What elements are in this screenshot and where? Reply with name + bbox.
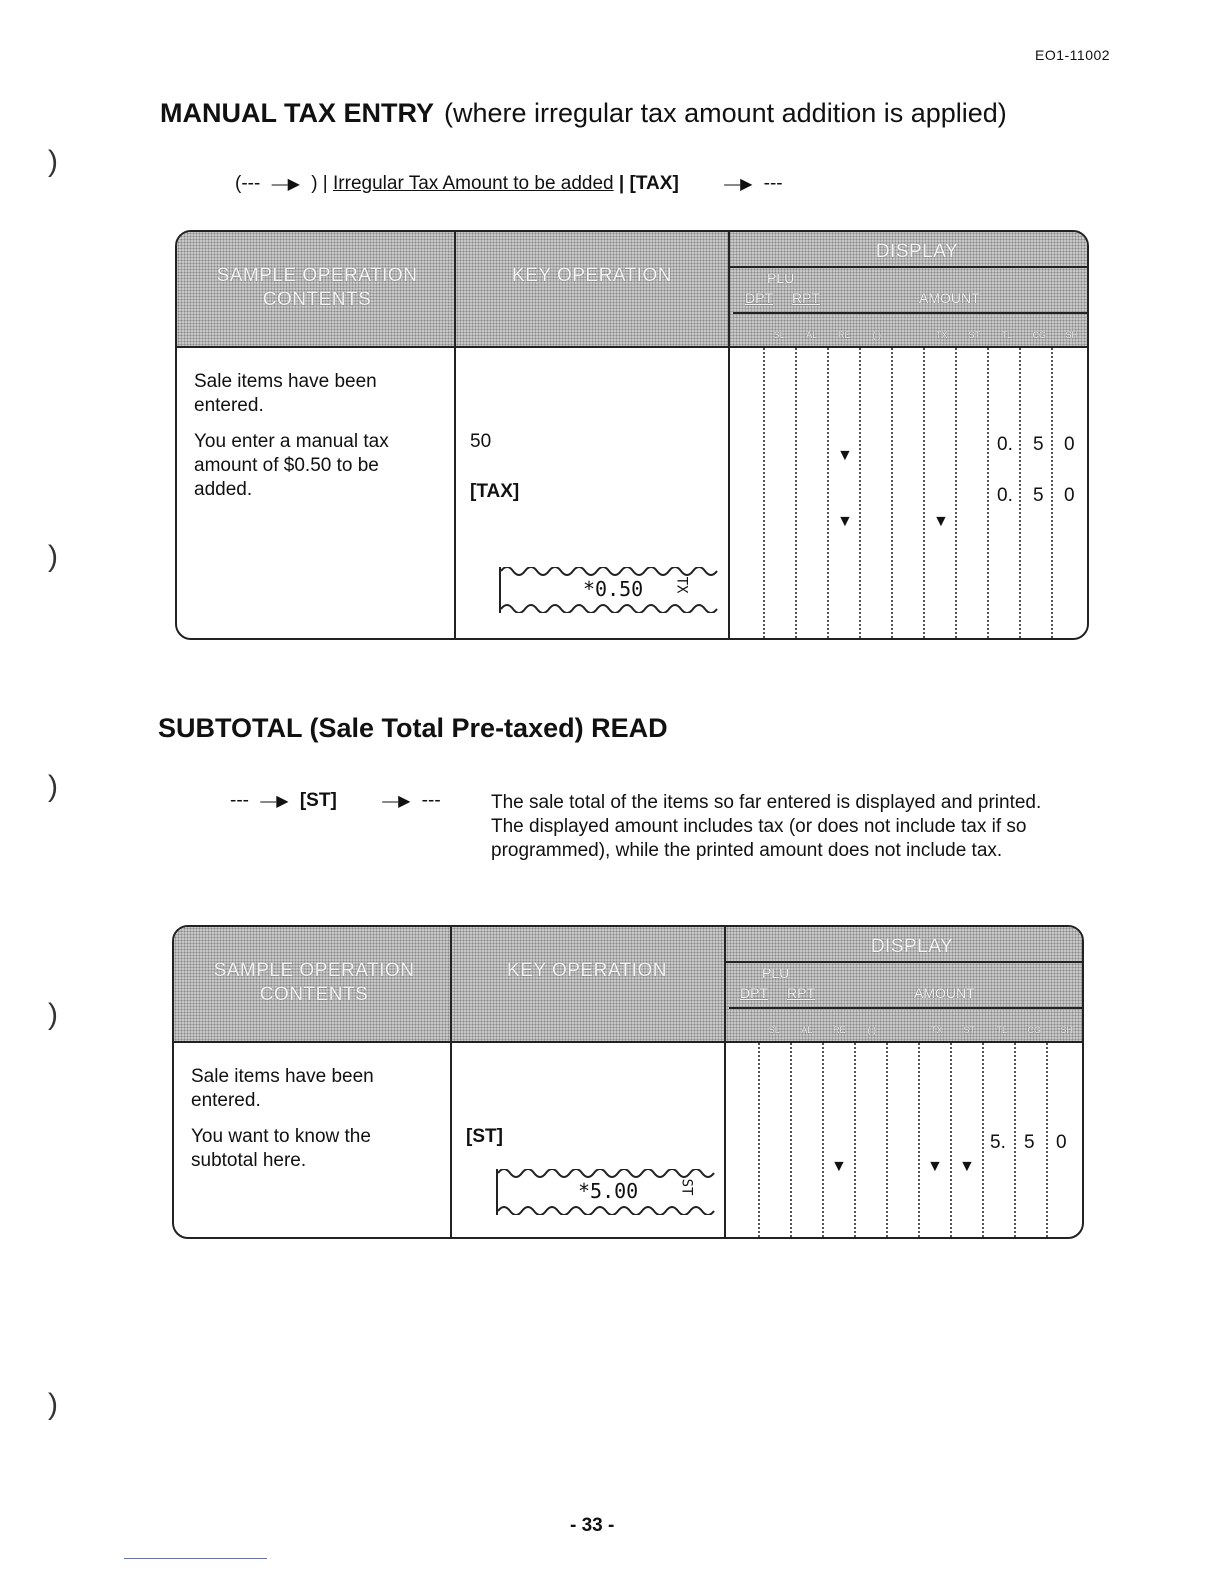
dotted-column xyxy=(987,348,989,638)
arrow-right-icon: —▶ xyxy=(260,793,289,810)
text-line: You want to know the xyxy=(191,1126,371,1147)
dotted-column xyxy=(955,348,957,638)
header-sample-operation xyxy=(197,264,437,312)
text-line: entered. xyxy=(194,395,264,416)
text-line: Sale items have been xyxy=(191,1066,374,1087)
document-id: EO1-11002 xyxy=(1035,47,1111,63)
dotted-column xyxy=(891,348,893,638)
display-digit: 0 xyxy=(1056,1132,1067,1153)
binding-mark: ) xyxy=(48,998,58,1031)
section2-title: SUBTOTAL (Sale Total Pre-taxed) READ xyxy=(158,713,668,743)
page-number: - 33 - xyxy=(570,1515,615,1536)
column-divider xyxy=(454,232,456,638)
text-line: subtotal here. xyxy=(191,1150,307,1171)
triangle-marker-icon: ▼ xyxy=(837,513,853,530)
receipt-slip xyxy=(496,1169,723,1215)
flow-tax-key: [TAX] xyxy=(629,173,679,194)
display-digit: 5. xyxy=(990,1132,1006,1153)
dotted-column xyxy=(1051,348,1053,638)
amount-label: AMOUNT xyxy=(914,985,975,1001)
arrow-right-icon: —▶ xyxy=(724,176,753,193)
dotted-column xyxy=(763,348,765,638)
arrow-right-icon: —▶ xyxy=(382,793,411,810)
legend-sh: SH xyxy=(1060,1025,1073,1035)
legend-re: RE xyxy=(837,330,851,340)
text-line: added. xyxy=(194,479,253,500)
flow-prefix: (--- xyxy=(235,173,261,194)
dotted-column xyxy=(982,1043,984,1237)
dotted-column xyxy=(859,348,861,638)
binding-mark: ) xyxy=(48,1388,58,1421)
dotted-column xyxy=(795,348,797,638)
receipt-symbol: ST xyxy=(678,1178,695,1196)
header-display: DISPLAY xyxy=(875,241,959,262)
dotted-column xyxy=(886,1043,888,1237)
legend-al: AL xyxy=(801,1025,813,1035)
dotted-column xyxy=(918,1043,920,1237)
receipt-amount: *0.50 xyxy=(583,577,644,601)
display-digit: 0 xyxy=(1064,434,1075,455)
binding-mark: ) xyxy=(48,770,58,803)
arrow-right-icon: —▶ xyxy=(271,176,300,193)
header-key-operation: KEY OPERATION xyxy=(507,960,667,981)
dpt-label: DPT xyxy=(740,985,768,1001)
row-sale-entered xyxy=(191,1065,441,1113)
legend-cg: CG xyxy=(1032,330,1046,340)
footer-rule xyxy=(124,1558,267,1559)
plu-label: PLU xyxy=(767,270,795,286)
key-50: 50 xyxy=(470,431,492,452)
flow-bar: | xyxy=(618,173,625,194)
dotted-column xyxy=(790,1043,792,1237)
dotted-column xyxy=(950,1043,952,1237)
header-line: SAMPLE OPERATION xyxy=(216,265,418,286)
rpt-label: RPT xyxy=(787,985,815,1001)
receipt-slip xyxy=(499,567,726,613)
triangle-marker-icon: ▼ xyxy=(927,1158,943,1175)
triangle-marker-icon: ▼ xyxy=(837,447,853,464)
display-digit: 5 xyxy=(1024,1132,1035,1153)
text-line: You enter a manual tax xyxy=(194,431,389,452)
legend-sh: SH xyxy=(1065,330,1078,340)
section1-subtitle: (where irregular tax amount addition is applied) xyxy=(444,98,1007,128)
flow-paren: ) xyxy=(311,173,318,194)
dotted-column xyxy=(923,348,925,638)
legend-st: ST xyxy=(963,1025,975,1035)
key-st: [ST] xyxy=(466,1126,503,1147)
binding-mark: ) xyxy=(48,540,58,573)
flow-prefix: --- xyxy=(230,790,249,811)
display-legend xyxy=(758,1025,1083,1035)
subtotal-table xyxy=(172,925,1084,1239)
text-line: Sale items have been xyxy=(194,371,377,392)
legend-paren: ( ) xyxy=(867,1025,876,1035)
header-display: DISPLAY xyxy=(870,936,954,957)
receipt-symbol: TX xyxy=(673,576,690,594)
legend-al: AL xyxy=(806,330,818,340)
display-digit: 5 xyxy=(1033,485,1044,506)
row-manual-tax xyxy=(194,430,444,502)
header-sample-operation xyxy=(194,959,434,1007)
legend-tl: TL xyxy=(1001,330,1012,340)
dotted-column xyxy=(758,1043,760,1237)
dotted-column xyxy=(1019,348,1021,638)
dotted-column xyxy=(1046,1043,1048,1237)
header-line: CONTENTS xyxy=(262,289,372,310)
header-line: CONTENTS xyxy=(259,984,369,1005)
legend-sl: SL xyxy=(773,330,785,340)
row-subtotal xyxy=(191,1125,441,1173)
legend-cg: CG xyxy=(1027,1025,1041,1035)
amount-label: AMOUNT xyxy=(919,290,980,306)
triangle-marker-icon: ▼ xyxy=(933,513,949,530)
header-key-operation: KEY OPERATION xyxy=(512,265,672,286)
text-line: entered. xyxy=(191,1090,261,1111)
flow-suffix: --- xyxy=(421,790,441,811)
column-divider xyxy=(724,927,726,1237)
dotted-column xyxy=(827,348,829,638)
legend-tx: TX xyxy=(930,1025,943,1035)
legend-st: ST xyxy=(968,330,980,340)
display-divider xyxy=(733,312,1087,314)
display-digit: 5 xyxy=(1033,434,1044,455)
key-tax: [TAX] xyxy=(470,481,520,502)
legend-sl: SL xyxy=(768,1025,780,1035)
display-digit: 0 xyxy=(1064,485,1075,506)
plu-label: PLU xyxy=(762,965,790,981)
manual-tax-table xyxy=(175,230,1089,640)
receipt-amount: *5.00 xyxy=(578,1179,639,1203)
column-divider xyxy=(728,232,730,638)
legend-tl: TL xyxy=(996,1025,1007,1035)
section1-flow xyxy=(235,173,783,195)
flow-tax-amount: Irregular Tax Amount to be added xyxy=(333,173,614,194)
legend-tx: TX xyxy=(935,330,948,340)
display-digit: 0. xyxy=(997,434,1013,455)
triangle-marker-icon: ▼ xyxy=(831,1158,847,1175)
section2-description: The sale total of the items so far entered is displayed and printed. The displayed amount includes tax (or does not include tax if so programmed), while the printed amount does not include tax. xyxy=(491,792,1042,861)
flow-st-key: [ST] xyxy=(299,790,337,811)
section2-flow xyxy=(230,790,441,812)
dotted-column xyxy=(1014,1043,1016,1237)
flow-bar: | xyxy=(322,173,328,194)
display-divider xyxy=(729,1007,1082,1009)
dpt-label: DPT xyxy=(745,290,773,306)
section1-title xyxy=(160,98,1007,129)
row-sale-entered xyxy=(194,370,444,418)
dotted-column xyxy=(822,1043,824,1237)
rpt-label: RPT xyxy=(792,290,820,306)
text-line: amount of $0.50 to be xyxy=(194,455,379,476)
display-digit: 0. xyxy=(997,485,1013,506)
triangle-marker-icon: ▼ xyxy=(959,1158,975,1175)
dotted-column xyxy=(854,1043,856,1237)
section1-title-main: MANUAL TAX ENTRY xyxy=(160,98,434,128)
flow-suffix: --- xyxy=(763,173,783,194)
binding-mark: ) xyxy=(48,145,58,178)
legend-paren: ( ) xyxy=(872,330,881,340)
column-divider xyxy=(450,927,452,1237)
legend-re: RE xyxy=(832,1025,846,1035)
header-line: SAMPLE OPERATION xyxy=(213,960,415,981)
display-legend xyxy=(763,330,1088,340)
